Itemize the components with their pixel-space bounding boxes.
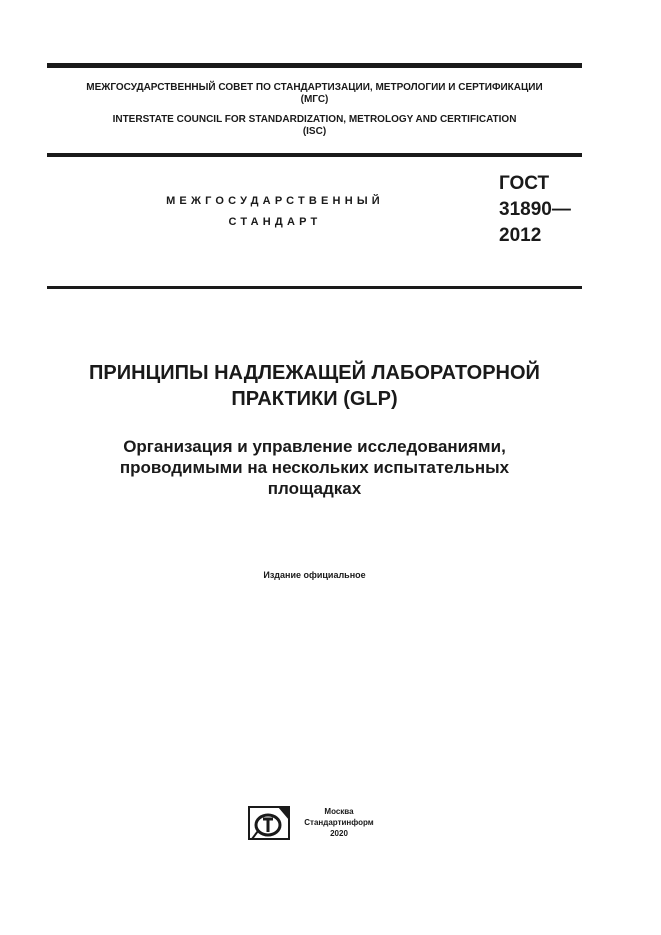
middle-rule	[47, 153, 582, 157]
title-line1: ПРИНЦИПЫ НАДЛЕЖАЩЕЙ ЛАБОРАТОРНОЙ	[89, 362, 540, 384]
gost-prefix: ГОСТ	[499, 173, 550, 194]
council-ru-line1: МЕЖГОСУДАРСТВЕННЫЙ СОВЕТ ПО СТАНДАРТИЗАЦИИ, МЕТРОЛОГИИ И СЕРТИФИКАЦИИ	[86, 82, 543, 93]
council-name-ru	[47, 82, 582, 106]
title-line2: ПРАКТИКИ (GLP)	[231, 388, 398, 410]
council-en-abbr: (ISC)	[302, 126, 327, 137]
gost-number: 31890—	[499, 199, 571, 220]
council-en-line1: INTERSTATE COUNCIL FOR STANDARDIZATION, METROLOGY AND CERTIFICATION	[112, 114, 517, 125]
subtitle-line1: Организация и управление исследованиями,	[123, 437, 506, 456]
council-ru-abbr: (МГС)	[300, 94, 329, 105]
publisher-city: Москва	[324, 807, 354, 816]
standard-type-line1: МЕЖГОСУДАРСТВЕННЫЙ	[166, 195, 384, 207]
council-name-en	[47, 114, 582, 138]
gost-year: 2012	[499, 225, 542, 246]
standartinform-emblem-icon	[248, 806, 290, 840]
document-title	[47, 360, 582, 412]
top-rule	[47, 63, 582, 68]
gost-designation	[499, 171, 571, 249]
document-subtitle	[72, 436, 557, 499]
publisher-block	[296, 806, 382, 839]
bottom-rule	[47, 286, 582, 289]
standard-type-line2: СТАНДАРТ	[228, 216, 322, 228]
edition-note: Издание официальное	[263, 570, 366, 580]
standard-type	[140, 191, 410, 233]
subtitle-line3: площадках	[267, 479, 362, 498]
publisher-year: 2020	[330, 829, 348, 838]
publisher-name: Стандартинформ	[304, 818, 374, 827]
subtitle-line2: проводимыми на нескольких испытательных	[119, 458, 510, 477]
